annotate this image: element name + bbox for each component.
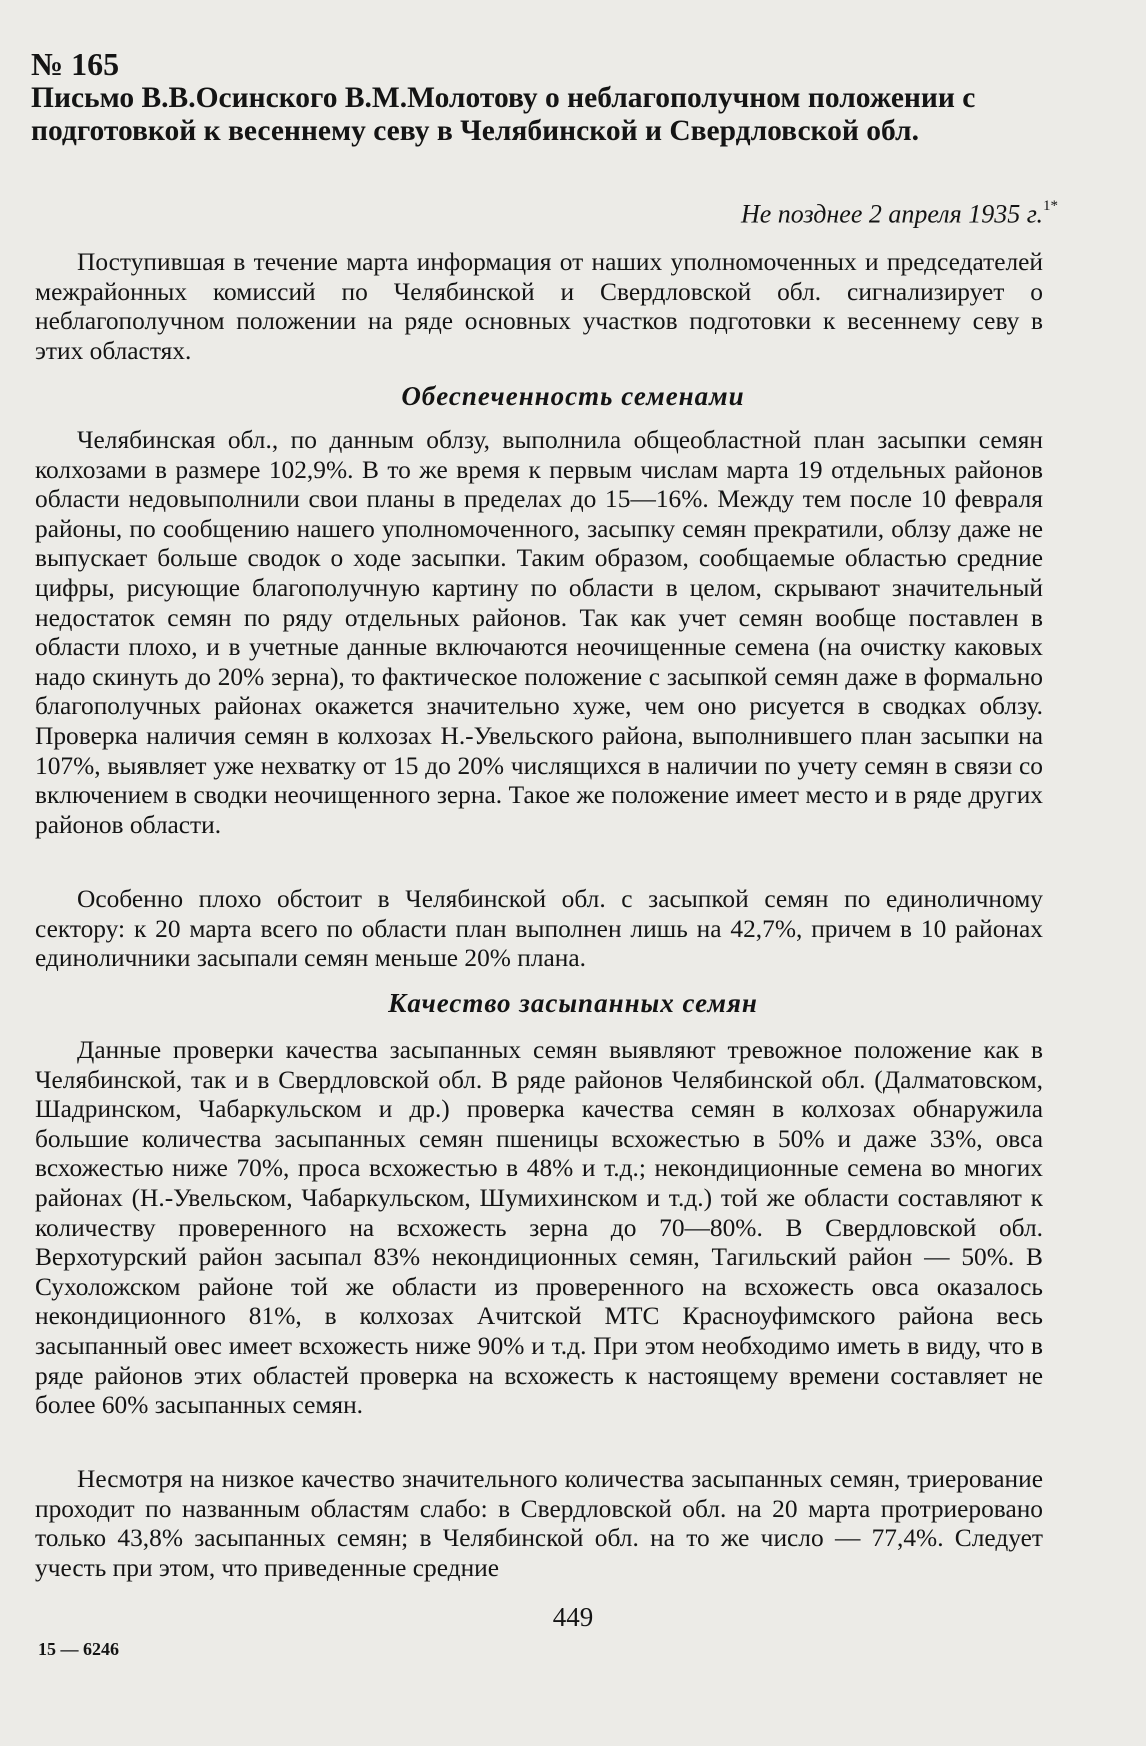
document-title: Письмо В.В.Осинского В.М.Молотову о неблагополучном положении с подготовкой к весеннему севу в Челябинской и Свердловской обл. [31, 82, 976, 147]
document-date-text: Не позднее 2 апреля 1935 г. [740, 199, 1043, 229]
document-number: № 165 [31, 46, 120, 82]
seeds-paragraph-1-text: Челябинская обл., по данным облзу, выполнила общеобластной план засыпки семян колхозами в размере 102,9%. В то же время к первым числам марта 19 отдельных районов области недовыполнили свои планы в пределах до 15—16%. Между тем после 10 февраля районы, по сообщению нашего уполномоченного, засыпку семян прекратили, облзу даже не выпускает больше сводок о ходе засыпки. Таким образом, сообщаемые областью средние цифры, рисующие благополучную картину по области в целом, скрывают значительный недостаток семян по ряду отдельных районов. Так как учет семян вообще поставлен в области плохо, и в учетные данные включаются неочищенные семена (на очистку каковых надо скинуть до 20% зерна), то фактическое положение с засыпкой семян даже в формально благополучных районах окажется значительно хуже, чем оно рисуется в сводках облзу. Проверка наличия семян в колхозах Н.-Увельского района, выполнившего план засыпки на 107%, выявляет уже нехватку от 15 до 20% числящихся в наличии по учету семян в связи со включением в сводки неочищенного зерна. Такое же положение имеет место и в ряде других районов области. [35, 426, 1043, 839]
quality-paragraph-2 [35, 1465, 1043, 1583]
intro-paragraph [35, 248, 1043, 366]
printer-signature-mark: 15 — 6246 [38, 1639, 119, 1659]
quality-paragraph-2-text: Несмотря на низкое качество значительного количества засыпанных семян, триерование проходит по названным областям слабо: в Свердловской обл. на 20 марта протриеровано только 43,8% засыпанных семян; в Челябинской обл. на то же число — 77,4%. Следует учесть при этом, что приведенные средние [35, 1465, 1043, 1582]
quality-paragraph-1 [35, 1036, 1043, 1421]
document-date [741, 194, 1058, 230]
intro-paragraph-text: Поступившая в течение марта информация от наших уполномоченных и председателей межрайонных комиссий по Челябинской и Свердловской обл. сигнализирует о неблагополучном положении на ряде основных участков подготовки к весеннему севу в этих областях. [35, 248, 1043, 365]
seeds-paragraph-1 [35, 426, 1043, 840]
quality-paragraph-1-text: Данные проверки качества засыпанных семян выявляют тревожное положение как в Челябинской, так и в Свердловской обл. В ряде районов Челябинской обл. (Далматовском, Шадринском, Чабаркульском и др.) проверка качества семян в колхозах обнаружила большие количества засыпанных семян пшеницы всхожестью в 50% и даже 33%, овса всхожестью ниже 70%, проса всхожестью в 48% и т.д.; некондиционные семена во многих районах (Н.-Увельском, Чабаркульском, Шумихинском и т.д.) той же области составляют к количеству проверенного на всхожесть зерна до 70—80%. В Свердловской обл. Верхотурский район засыпал 83% некондиционных семян, Тагильский район — 50%. В Сухоложском районе той же области из проверенного на всхожесть овса оказалось некондиционного 81%, в колхозах Ачитской МТС Красноуфимского района весь засыпанный овес имеет всхожесть ниже 90% и т.д. При этом необходимо иметь в виду, что в ряде районов этих областей проверка на всхожесть к настоящему времени составляет не более 60% засыпанных семян. [35, 1036, 1043, 1420]
seeds-paragraph-2 [35, 885, 1043, 974]
date-footnote-mark: 1* [1043, 198, 1058, 214]
section-heading-seeds: Обеспеченность семенами [401, 381, 745, 411]
section-heading-quality: Качество засыпанных семян [388, 988, 758, 1018]
seeds-paragraph-2-text: Особенно плохо обстоит в Челябинской обл. с засыпкой семян по единоличному сектору: к 20 марта всего по области план выполнен лишь на 42,7%, причем в 10 районах единоличники засыпали семян меньше 20% плана. [35, 885, 1043, 973]
page-number: 449 [552, 1602, 594, 1632]
